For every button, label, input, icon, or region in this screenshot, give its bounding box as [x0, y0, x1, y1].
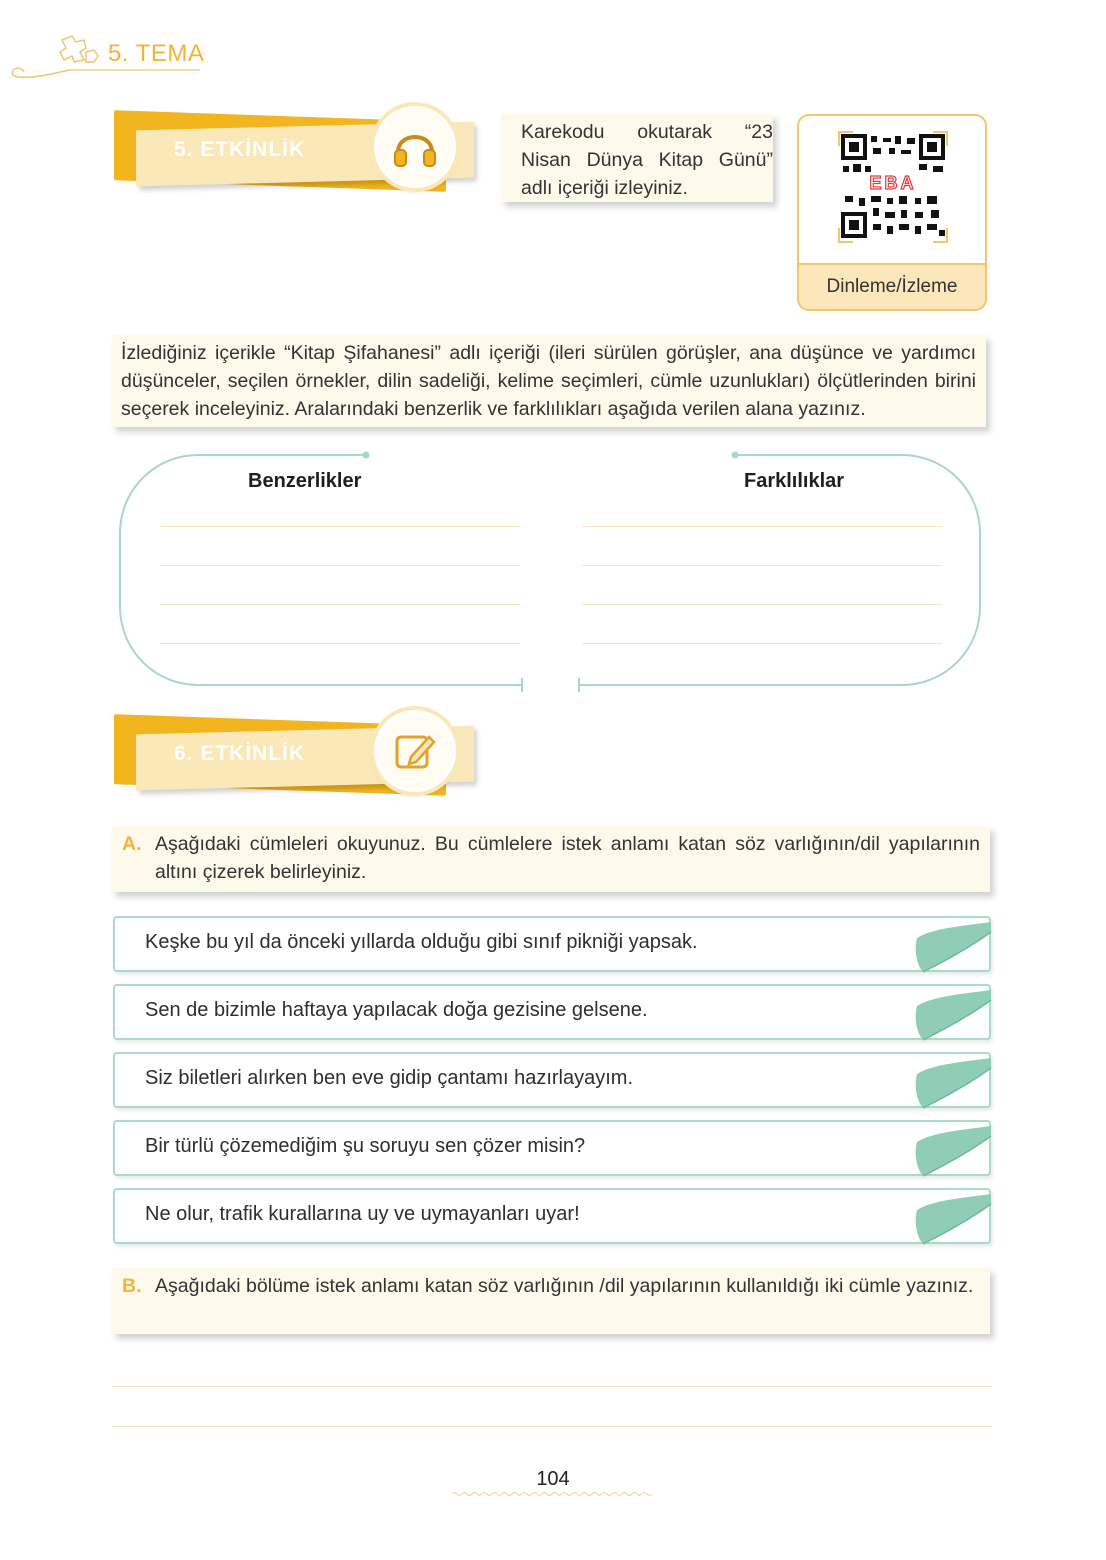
activity-6-banner [114, 714, 484, 804]
qr-code-icon [835, 128, 951, 246]
page-curl-icon [913, 1190, 993, 1246]
answer-line-2[interactable] [112, 1426, 992, 1427]
sentence-text-1[interactable]: Keşke bu yıl da önceki yıllarda olduğu gibi sınıf pikniği yapsak. [145, 931, 698, 953]
sentence-text-2[interactable]: Sen de bizimle haftaya yapılacak doğa gezisine gelsene. [145, 999, 648, 1021]
part-b-instruction: Aşağıdaki bölüme istek anlamı katan söz varlığının /dil yapılarının kullanıldığı iki cümle yazınız. [155, 1275, 974, 1297]
activity-5-task: İzlediğiniz içerikle “Kitap Şifahanesi” adlı içeriği (ileri sürülen görüşler, ana düşünce ve yardımcı düşünceler, seçilen örnekler, dilin sadeliği, kelime seçimleri, cümle uzunlukları) ölçütlerinden birini seçerek inceleyiniz. Aralarındaki benzerlik ve farklılıkları aşağıda verilen alana yazınız. [112, 335, 986, 427]
part-b-box [112, 1268, 990, 1334]
activity-5-banner [114, 110, 484, 200]
part-a-box [112, 826, 990, 892]
answer-line-1[interactable] [112, 1386, 992, 1387]
differences-line-2[interactable] [582, 565, 942, 566]
qr-caption: Dinleme/İzleme [799, 263, 985, 309]
similarities-title: Benzerlikler [248, 470, 362, 492]
differences-line-1[interactable] [582, 526, 942, 527]
part-b-letter: B. [122, 1275, 142, 1297]
page-curl-icon [913, 1122, 993, 1178]
sentence-text-3[interactable]: Siz biletleri alırken ben eve gidip çantamı hazırlayayım. [145, 1067, 634, 1089]
activity-5-label: 5. ETKİNLİK [174, 138, 306, 161]
theme-title: 5. TEMA [108, 40, 205, 67]
differences-line-3[interactable] [582, 604, 942, 605]
sentence-strip-1 [113, 916, 991, 972]
qr-card[interactable] [797, 114, 987, 311]
differences-title: Farklılıklar [744, 470, 845, 492]
page-curl-icon [913, 918, 993, 974]
similarities-line-2[interactable] [160, 565, 520, 566]
sentence-strip-4 [113, 1120, 991, 1176]
similarities-line-1[interactable] [160, 526, 520, 527]
page-curl-icon [913, 986, 993, 1042]
differences-line-4[interactable] [582, 643, 942, 644]
qr-instruction: Karekodu okutarak “23 Nisan Dünya Kitap Günü” adlı içeriği izleyiniz. [501, 114, 773, 202]
sentence-strip-2 [113, 984, 991, 1040]
eba-logo-text: EBA [869, 173, 917, 193]
sentence-strip-3 [113, 1052, 991, 1108]
edit-note-icon [374, 710, 456, 792]
footer-ornament [452, 1491, 652, 1497]
similarities-line-3[interactable] [160, 604, 520, 605]
part-a-instruction: Aşağıdaki cümleleri okuyunuz. Bu cümlelere istek anlamı katan söz varlığının/dil yapılarının altını çizerek belirleyiniz. [155, 833, 980, 883]
part-a-letter: A. [122, 833, 142, 855]
activity-6-label: 6. ETKİNLİK [174, 742, 306, 765]
sentence-text-5[interactable]: Ne olur, trafik kurallarına uy ve uymayanları uyar! [145, 1203, 580, 1225]
sentence-strip-5 [113, 1188, 991, 1244]
headphones-icon [374, 106, 456, 188]
similarities-line-4[interactable] [160, 643, 520, 644]
page-curl-icon [913, 1054, 993, 1110]
page-number: 104 [536, 1468, 570, 1490]
sentence-text-4[interactable]: Bir türlü çözemediğim şu soruyu sen çözer misin? [145, 1135, 586, 1157]
